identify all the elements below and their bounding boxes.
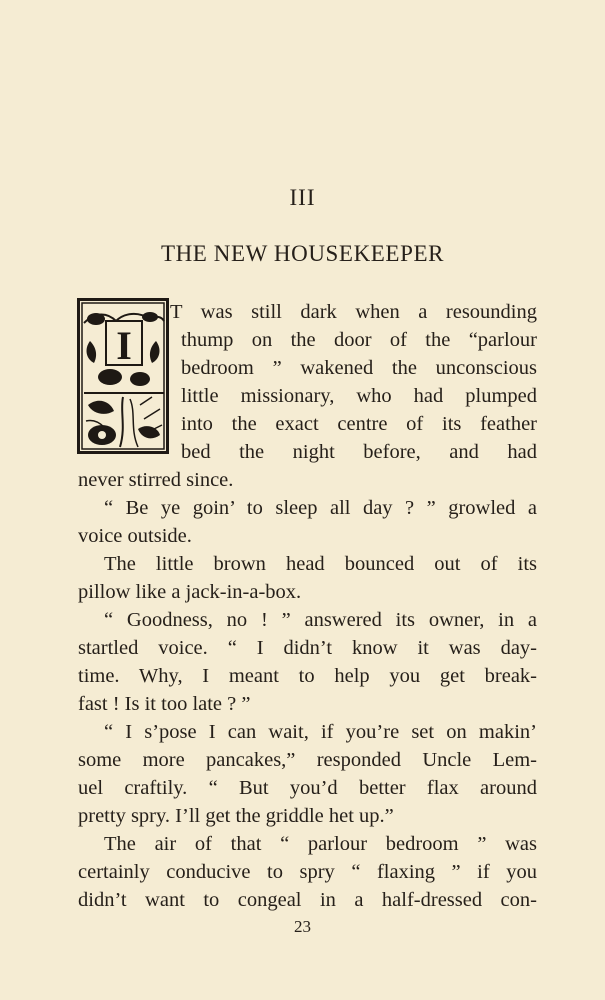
text-line: some more pancakes,” responded Uncle Lem- xyxy=(78,749,537,771)
drop-cap-ornament xyxy=(77,298,169,454)
text-line: voice outside. xyxy=(78,525,192,547)
text-line: fast ! Is it too late ? ” xyxy=(78,693,251,715)
text-line: into the exact centre of its feather xyxy=(181,413,537,435)
chapter-title: THE NEW HOUSEKEEPER xyxy=(160,241,445,266)
text-line: never stirred since. xyxy=(78,469,234,491)
text-line: certainly conducive to spry “ flaxing ” if you xyxy=(78,861,537,883)
text-line: uel craftily. “ But you’d better flax around xyxy=(78,777,537,799)
text-line: startled voice. “ I didn’t know it was day- xyxy=(78,637,537,659)
chapter-number: III xyxy=(289,185,316,210)
text-line: didn’t want to congeal in a half-dressed con- xyxy=(78,889,537,911)
text-line: little missionary, who had plumped xyxy=(181,385,537,407)
floral-ornament-icon xyxy=(80,301,166,451)
text-line: bed the night before, and had xyxy=(181,441,537,463)
text-line: bedroom ” wakened the unconscious xyxy=(181,357,537,379)
text-line: T was still dark when a resounding xyxy=(170,301,537,323)
text-line: thump on the door of the “parlour xyxy=(181,329,537,351)
text-line: The little brown head bounced out of its xyxy=(104,553,537,575)
text-line: The air of that “ parlour bedroom ” was xyxy=(104,833,537,855)
text-line: time. Why, I meant to help you get break- xyxy=(78,665,537,687)
drop-cap-letter: I xyxy=(116,323,132,368)
text-line: pretty spry. I’ll get the griddle het up.” xyxy=(78,805,394,827)
text-line: “ I s’pose I can wait, if you’re set on makin’ xyxy=(104,721,537,743)
text-line: “ Goodness, no ! ” answered its owner, in a xyxy=(104,609,537,631)
text-line: pillow like a jack-in-a-box. xyxy=(78,581,302,603)
page-number: 23 xyxy=(294,917,311,936)
text-line: “ Be ye goin’ to sleep all day ? ” growled a xyxy=(104,497,537,519)
